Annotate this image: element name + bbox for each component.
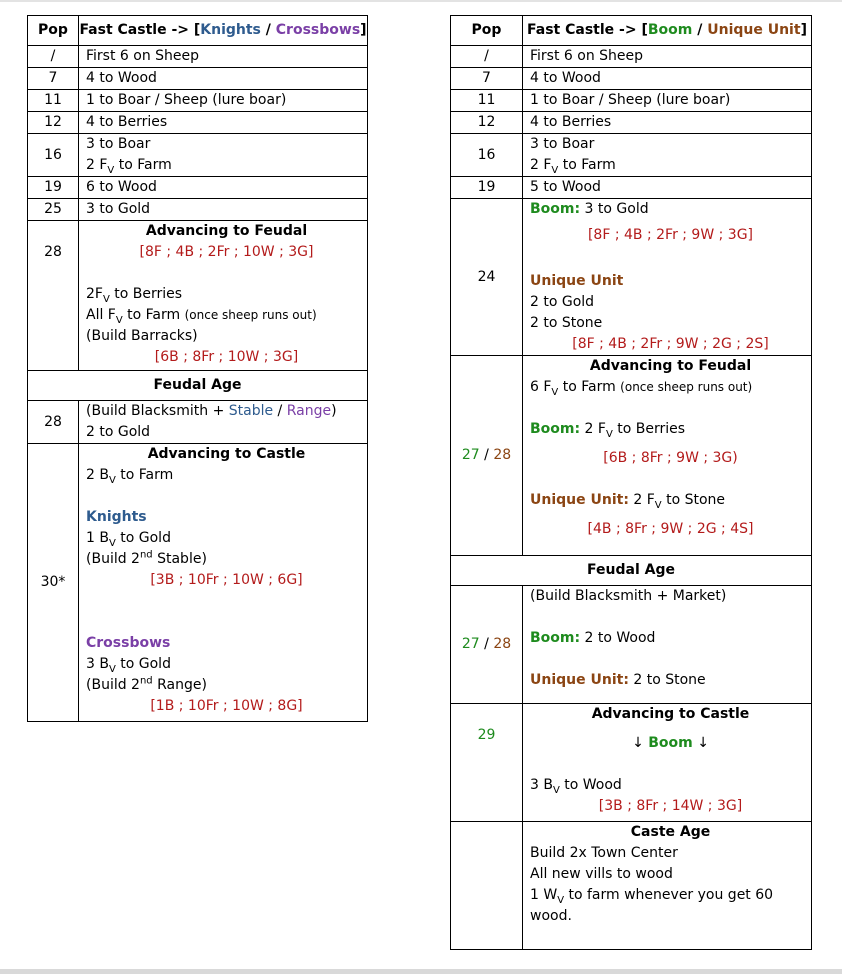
table-row: 27 / 28 (Build Blacksmith + Market) Boom: 2 to Wood Unique Unit: 2 to Stone — [451, 586, 812, 704]
resource-summary: [8F ; 4B ; 2Fr ; 9W ; 3G] — [587, 227, 754, 243]
table-row: 16 3 to Boar 2 $F_V$ to Farm — [451, 134, 812, 177]
build-title: Fast Castle -> [Knights / Crossbows] — [79, 16, 368, 46]
feudal-age-row — [28, 371, 368, 401]
table-row: 19 6 to Wood — [28, 177, 368, 199]
top-divider — [0, 0, 842, 2]
resource-summary: [3B ; 8Fr ; 14W ; 3G] — [598, 798, 743, 814]
resource-summary: [3B ; 10Fr ; 10W ; 6G] — [150, 572, 303, 588]
table-row: 25 3 to Gold — [28, 199, 368, 221]
boom-unique-unit-build-table — [450, 15, 812, 950]
crossbows-subheading: Crossbows — [86, 635, 171, 651]
age-heading: Feudal Age — [28, 371, 368, 401]
knights-subheading: Knights — [86, 509, 147, 525]
table-row: 7 4 to Wood — [451, 68, 812, 90]
section-title: Advancing to Castle — [591, 706, 750, 722]
section-title: Advancing to Feudal — [145, 223, 308, 239]
boom-label: Boom — [647, 22, 693, 38]
section-title: Advancing to Feudal — [589, 358, 752, 374]
table-row: 11 1 to Boar / Sheep (lure boar) — [28, 90, 368, 112]
arrow-down-icon: ↓ — [632, 735, 649, 751]
advancing-feudal-row: 27 / 28 Advancing to Feudal 6 $F_V$ to Farm (once sheep runs out) Boom: 2 $F_V$ to Berries [6B ; 8Fr ; 9W ; 3G) Unique Unit: 2 $F_V$ to Stone [4B ; 8Fr ; 9W ; 2G ; 4S] — [451, 356, 812, 556]
table-row: 7 4 to Wood — [28, 68, 368, 90]
resource-summary: [8F ; 4B ; 2Fr ; 10W ; 3G] — [139, 244, 314, 260]
age-heading: Feudal Age — [451, 556, 812, 586]
pop24-row: 24 Boom: 3 to Gold [8F ; 4B ; 2Fr ; 9W ; 3G] Unique Unit 2 to Gold 2 to Stone [8F ; 4B ; 2Fr ; 9W ; 2G ; 2S] — [451, 199, 812, 356]
table-row: 16 3 to Boar 2 $F_V$ to Farm — [28, 134, 368, 177]
table-row: 28 (Build Blacksmith + Stable / Range) 2 to Gold — [28, 401, 368, 444]
knights-label: Knights — [200, 22, 261, 38]
pop-header: Pop — [451, 16, 523, 46]
knights-crossbows-build-table — [27, 15, 368, 722]
table-header — [451, 16, 812, 46]
advancing-castle-row: 29 Advancing to Castle ↓ Boom ↓ 3 $B_V$ to Wood [3B ; 8Fr ; 14W ; 3G] — [451, 704, 812, 822]
section-title: Advancing to Castle — [147, 446, 306, 462]
resource-summary: [8F ; 4B ; 2Fr ; 9W ; 2G ; 2S] — [572, 336, 769, 352]
unique-unit-subheading: Unique Unit — [530, 273, 624, 289]
castle-age-row: Caste Age Build 2x Town Center All new vills to wood 1 $W_V$ to farm whenever you get 60 wood. — [451, 822, 812, 950]
table-row: 12 4 to Berries — [28, 112, 368, 134]
build-title: Fast Castle -> [Boom / Unique Unit] — [523, 16, 812, 46]
table-row: / First 6 on Sheep — [451, 46, 812, 68]
age-heading: Caste Age — [630, 824, 711, 840]
table-header — [28, 16, 368, 46]
feudal-age-row — [451, 556, 812, 586]
resource-summary: [1B ; 10Fr ; 10W ; 8G] — [150, 698, 303, 714]
pop-header: Pop — [28, 16, 79, 46]
resource-summary: [6B ; 8Fr ; 9W ; 3G) — [603, 450, 738, 466]
unique-unit-label: Unique Unit — [707, 22, 801, 38]
bottom-divider — [0, 969, 842, 974]
table-row: 19 5 to Wood — [451, 177, 812, 199]
crossbows-label: Crossbows — [275, 22, 361, 38]
table-row: 11 1 to Boar / Sheep (lure boar) — [451, 90, 812, 112]
advancing-feudal-row: 28 Advancing to Feudal [8F ; 4B ; 2Fr ; 10W ; 3G] $2F_V$ to Berries All $F_V$ to Farm (once sheep runs out) (Build Barracks) [6B ; 8Fr ; 10W ; 3G] — [28, 221, 368, 371]
resource-summary: [4B ; 8Fr ; 9W ; 2G ; 4S] — [587, 521, 754, 537]
arrow-down-icon: ↓ — [692, 735, 709, 751]
advancing-castle-row: 30* Advancing to Castle 2 $B_V$ to Farm Knights 1 $B_V$ to Gold (Build 2nd Stable) [3B ; 10Fr ; 10W ; 6G] Crossbows 3 $B_V$ to Gold (Build 2nd Range) [1B ; 10Fr ; 10W ; 8G] — [28, 444, 368, 722]
table-row: / First 6 on Sheep — [28, 46, 368, 68]
table-row: 12 4 to Berries — [451, 112, 812, 134]
resource-summary: [6B ; 8Fr ; 10W ; 3G] — [154, 349, 299, 365]
